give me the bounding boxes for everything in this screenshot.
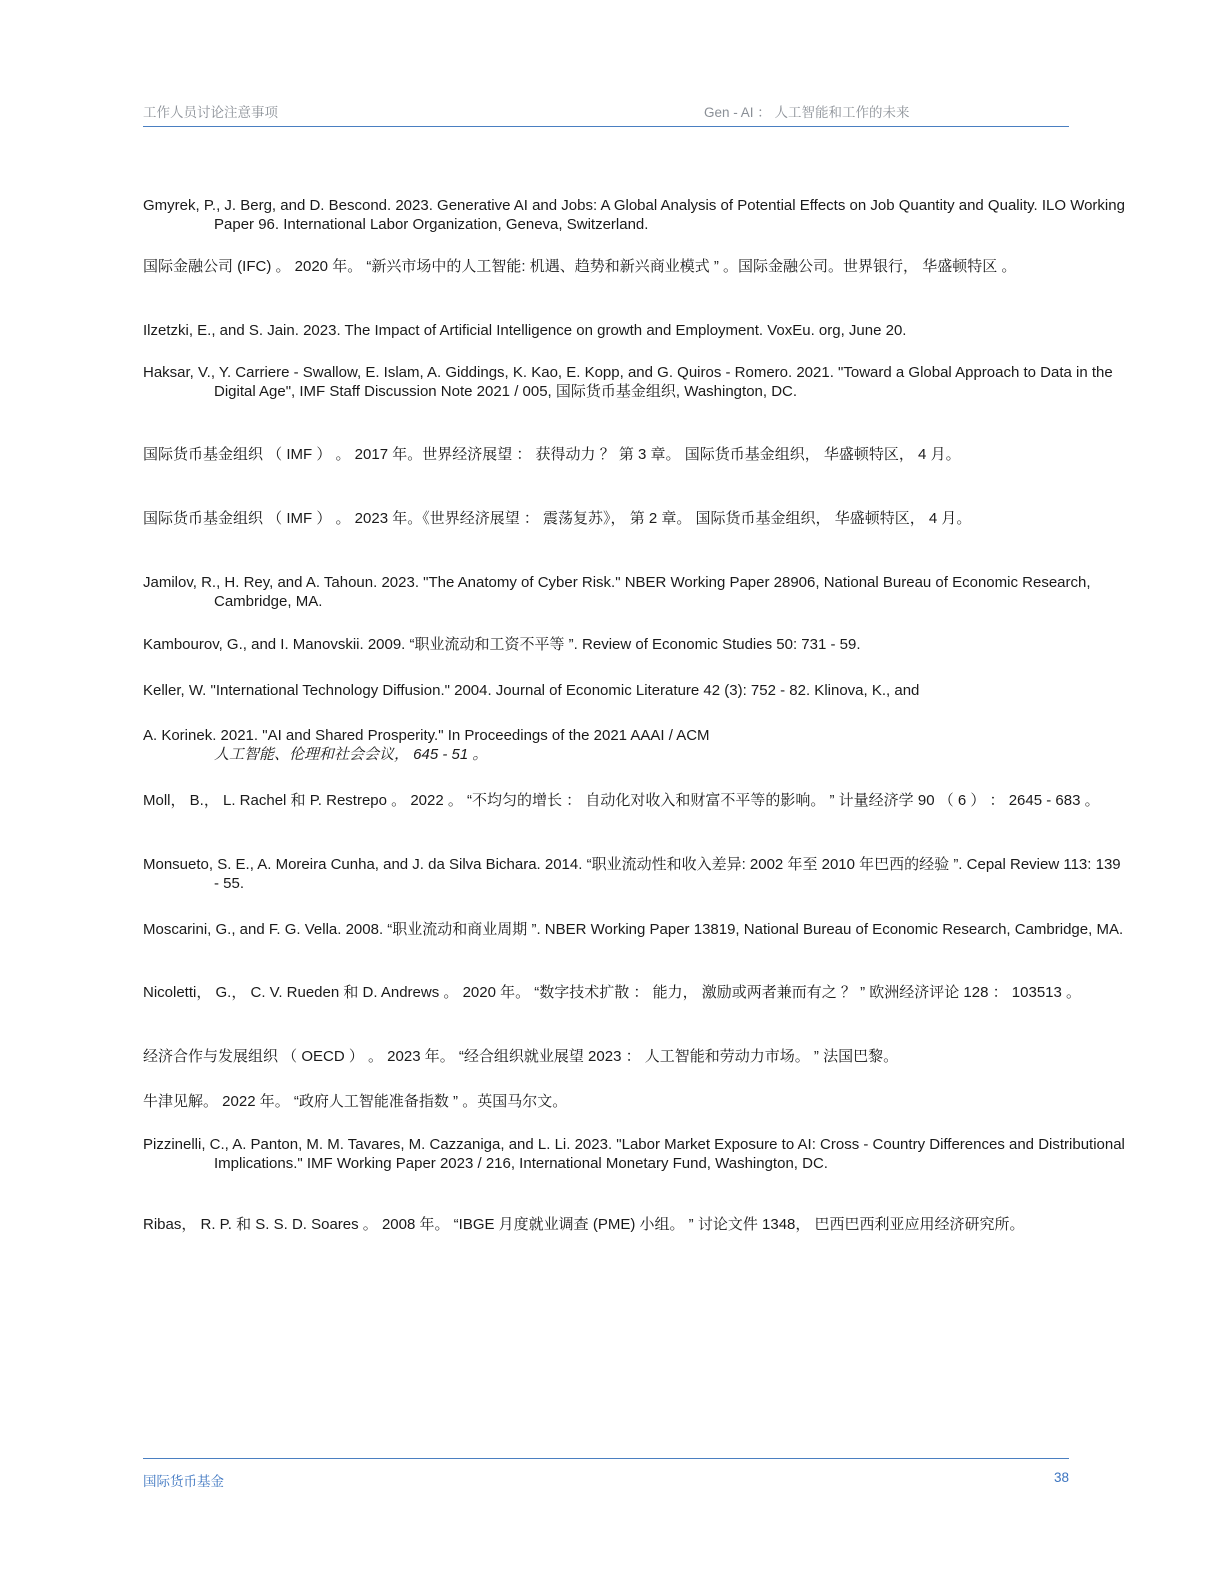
- reference-item: Nicoletti， G.， C. V. Rueden 和 D. Andrews 。 2020 年。 “数字技术扩散 ： 能力， 激励或两者兼而有之 ？ ” 欧洲经济评论 128 ： 103513 。: [143, 984, 1082, 1001]
- reference-item-main: A. Korinek. 2021. "AI and Shared Prosperity." In Proceedings of the 2021 AAAI / ACM: [143, 727, 710, 744]
- reference-item: Kambourov, G., and I. Manovskii. 2009. “职业流动和工资不平等 ”. Review of Economic Studies 50: 731 - 59.: [143, 636, 861, 653]
- page-footer: [143, 1458, 1069, 1489]
- reference-item: Haksar, V., Y. Carriere - Swallow, E. Islam, A. Giddings, K. Kao, E. Kopp, and G. Quiros - Romero. 2021. "Toward a Global Approach to Data in the Digital Age", IMF Staff Discussion Note 2021 / 005, 国际货币基金组织, Washington, DC.: [143, 364, 1113, 400]
- header-left-title: 工作人员讨论注意事项: [143, 105, 278, 120]
- page-number: 38: [1053, 1470, 1069, 1485]
- reference-item: Pizzinelli, C., A. Panton, M. M. Tavares, M. Cazzaniga, and L. Li. 2023. "Labor Market Exposure to AI: Cross - Country Differences and Distributional Implications." IMF Working Paper 2023 / 216, International Monetary Fund, Washington, DC.: [143, 1136, 1125, 1172]
- reference-item: Monsueto, S. E., A. Moreira Cunha, and J. da Silva Bichara. 2014. “职业流动性和收入差异: 2002 年至 2010 年巴西的经验 ”. Cepal Review 113: 139 - 55.: [143, 856, 1121, 892]
- reference-item: Ilzetzki, E., and S. Jain. 2023. The Impact of Artificial Intelligence on growth and Employment. VoxEu. org, June 20.: [143, 322, 907, 339]
- reference-item: Gmyrek, P., J. Berg, and D. Bescond. 2023. Generative AI and Jobs: A Global Analysis of Potential Effects on Job Quantity and Quality. ILO Working Paper 96. International Labor Organization, Geneva, Switzerland.: [143, 197, 1125, 233]
- reference-item: 牛津见解。 2022 年。 “政府人工智能准备指数 ” 。英国马尔文。: [143, 1093, 568, 1110]
- reference-item: 经济合作与发展组织 （ OECD ） 。 2023 年。 “经合组织就业展望 2023 ： 人工智能和劳动力市场。 ” 法国巴黎。: [143, 1048, 899, 1065]
- reference-item: Keller, W. "International Technology Diffusion." 2004. Journal of Economic Literature 42 (3): 752 - 82. Klinova, K., and: [143, 682, 920, 699]
- reference-item: [143, 726, 1126, 764]
- reference-item: Moll， B.， L. Rachel 和 P. Restrepo 。 2022 。 “不均匀的增长 ： 自动化对收入和财富不平等的影响。 ” 计量经济学 90 （ 6 ） ： 2645 - 683 。: [143, 792, 1100, 809]
- reference-item: Moscarini, G., and F. G. Vella. 2008. “职业流动和商业周期 ”. NBER Working Paper 13819, National Bureau of Economic Research, Cambridge, MA.: [143, 921, 1124, 938]
- page-header: [143, 98, 1069, 127]
- reference-item: 国际货币基金组织 （ IMF ） 。 2023 年。《世界经济展望 ： 震荡复苏》， 第 2 章。 国际货币基金组织， 华盛顿特区， 4 月。: [143, 510, 972, 527]
- header-right-title: Gen - AI ： 人工智能和工作的未来: [704, 105, 910, 120]
- reference-item-italic: 人工智能、伦理和社会会议， 645 - 51 。: [214, 746, 488, 763]
- footer-publisher: 国际货币基金: [143, 1474, 224, 1489]
- reference-item: 国际货币基金组织 （ IMF ） 。 2017 年。世界经济展望 ： 获得动力 ？ 第 3 章。 国际货币基金组织， 华盛顿特区， 4 月。: [143, 446, 961, 463]
- reference-item: Jamilov, R., H. Rey, and A. Tahoun. 2023. "The Anatomy of Cyber Risk." NBER Working Paper 28906, National Bureau of Economic Research, Cambridge, MA.: [143, 574, 1091, 610]
- reference-item: 国际金融公司 (IFC) 。 2020 年。 “新兴市场中的人工智能: 机遇、趋势和新兴商业模式 ” 。国际金融公司。世界银行， 华盛顿特区 。: [143, 258, 1017, 275]
- reference-item: Ribas， R. P. 和 S. S. D. Soares 。 2008 年。 “IBGE 月度就业调查 (PME) 小组。 ” 讨论文件 1348， 巴西巴西利亚应用经济研究所。: [143, 1216, 1025, 1233]
